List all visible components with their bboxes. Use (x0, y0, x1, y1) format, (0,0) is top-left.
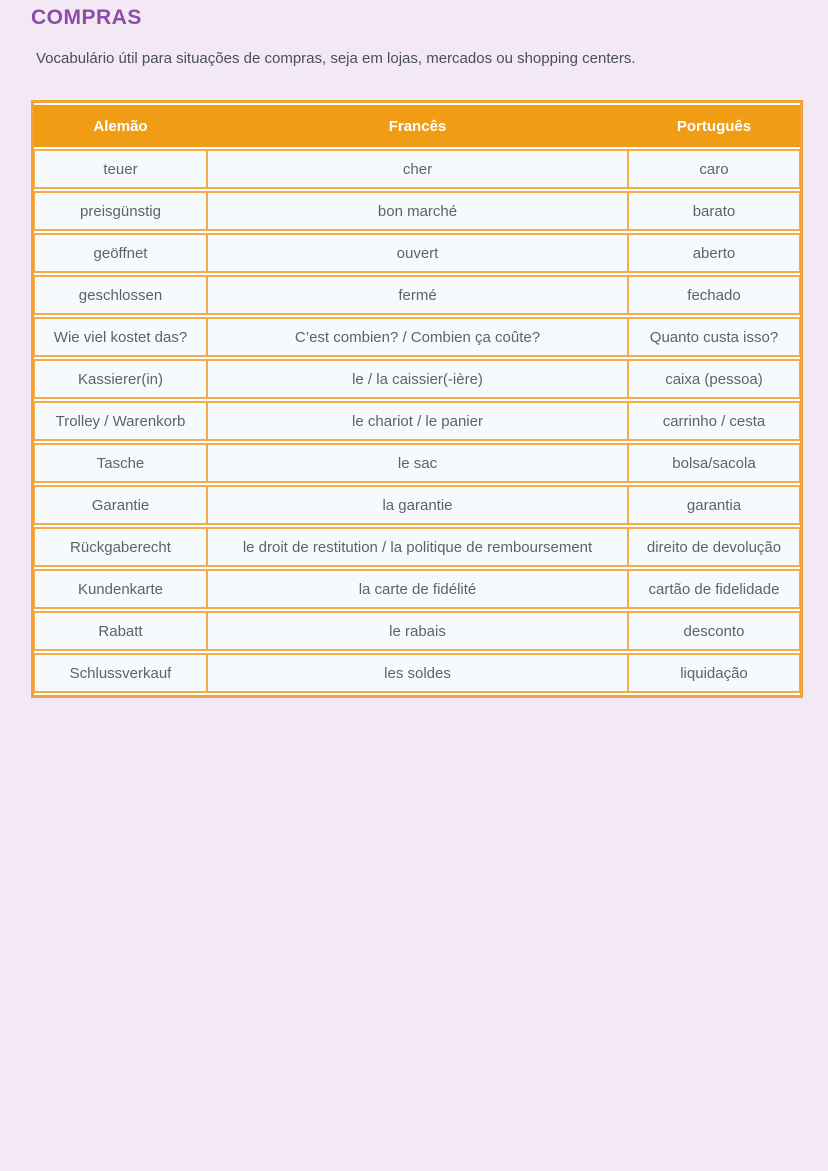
column-header-french: Francês (207, 105, 628, 147)
cell-fr: bon marché (207, 191, 628, 231)
cell-de: Tasche (34, 443, 207, 483)
table-body (34, 149, 800, 693)
table-row (34, 485, 800, 525)
cell-de: geöffnet (34, 233, 207, 273)
cell-fr: ouvert (207, 233, 628, 273)
cell-fr: le chariot / le panier (207, 401, 628, 441)
table-row (34, 149, 800, 189)
cell-fr: cher (207, 149, 628, 189)
cell-pt: desconto (628, 611, 800, 651)
cell-pt: carrinho / cesta (628, 401, 800, 441)
cell-de: Garantie (34, 485, 207, 525)
page-title: COMPRAS (31, 6, 142, 29)
table-row (34, 569, 800, 609)
cell-pt: aberto (628, 233, 800, 273)
table-row (34, 317, 800, 357)
cell-pt: liquidação (628, 653, 800, 693)
cell-de: Rabatt (34, 611, 207, 651)
cell-fr: le sac (207, 443, 628, 483)
cell-pt: garantia (628, 485, 800, 525)
table-row (34, 275, 800, 315)
cell-de: Trolley / Warenkorb (34, 401, 207, 441)
table-row (34, 233, 800, 273)
cell-fr: les soldes (207, 653, 628, 693)
cell-fr: la carte de fidélité (207, 569, 628, 609)
cell-fr: le / la caissier(-ière) (207, 359, 628, 399)
cell-de: Rückgaberecht (34, 527, 207, 567)
cell-fr: le rabais (207, 611, 628, 651)
cell-pt: fechado (628, 275, 800, 315)
page-subtitle: Vocabulário útil para situações de compras, seja em lojas, mercados ou shopping centers. (36, 50, 636, 67)
cell-pt: Quanto custa isso? (628, 317, 800, 357)
cell-pt: bolsa/sacola (628, 443, 800, 483)
cell-fr: C’est combien? / Combien ça coûte? (207, 317, 628, 357)
cell-de: teuer (34, 149, 207, 189)
table-row (34, 359, 800, 399)
cell-pt: barato (628, 191, 800, 231)
cell-pt: cartão de fidelidade (628, 569, 800, 609)
cell-de: Kundenkarte (34, 569, 207, 609)
cell-fr: le droit de restitution / la politique de remboursement (207, 527, 628, 567)
table-row (34, 191, 800, 231)
cell-de: Schlussverkauf (34, 653, 207, 693)
column-header-german: Alemão (34, 105, 207, 147)
table-row (34, 653, 800, 693)
cell-de: Wie viel kostet das? (34, 317, 207, 357)
cell-fr: fermé (207, 275, 628, 315)
column-header-portuguese: Português (628, 105, 800, 147)
table-row (34, 443, 800, 483)
cell-pt: caro (628, 149, 800, 189)
vocabulary-table (31, 100, 803, 698)
cell-de: preisgünstig (34, 191, 207, 231)
table-row (34, 611, 800, 651)
cell-fr: la garantie (207, 485, 628, 525)
cell-de: Kassierer(in) (34, 359, 207, 399)
cell-pt: direito de devolução (628, 527, 800, 567)
table-row (34, 401, 800, 441)
cell-pt: caixa (pessoa) (628, 359, 800, 399)
table-header-row (34, 105, 800, 147)
cell-de: geschlossen (34, 275, 207, 315)
table-row (34, 527, 800, 567)
